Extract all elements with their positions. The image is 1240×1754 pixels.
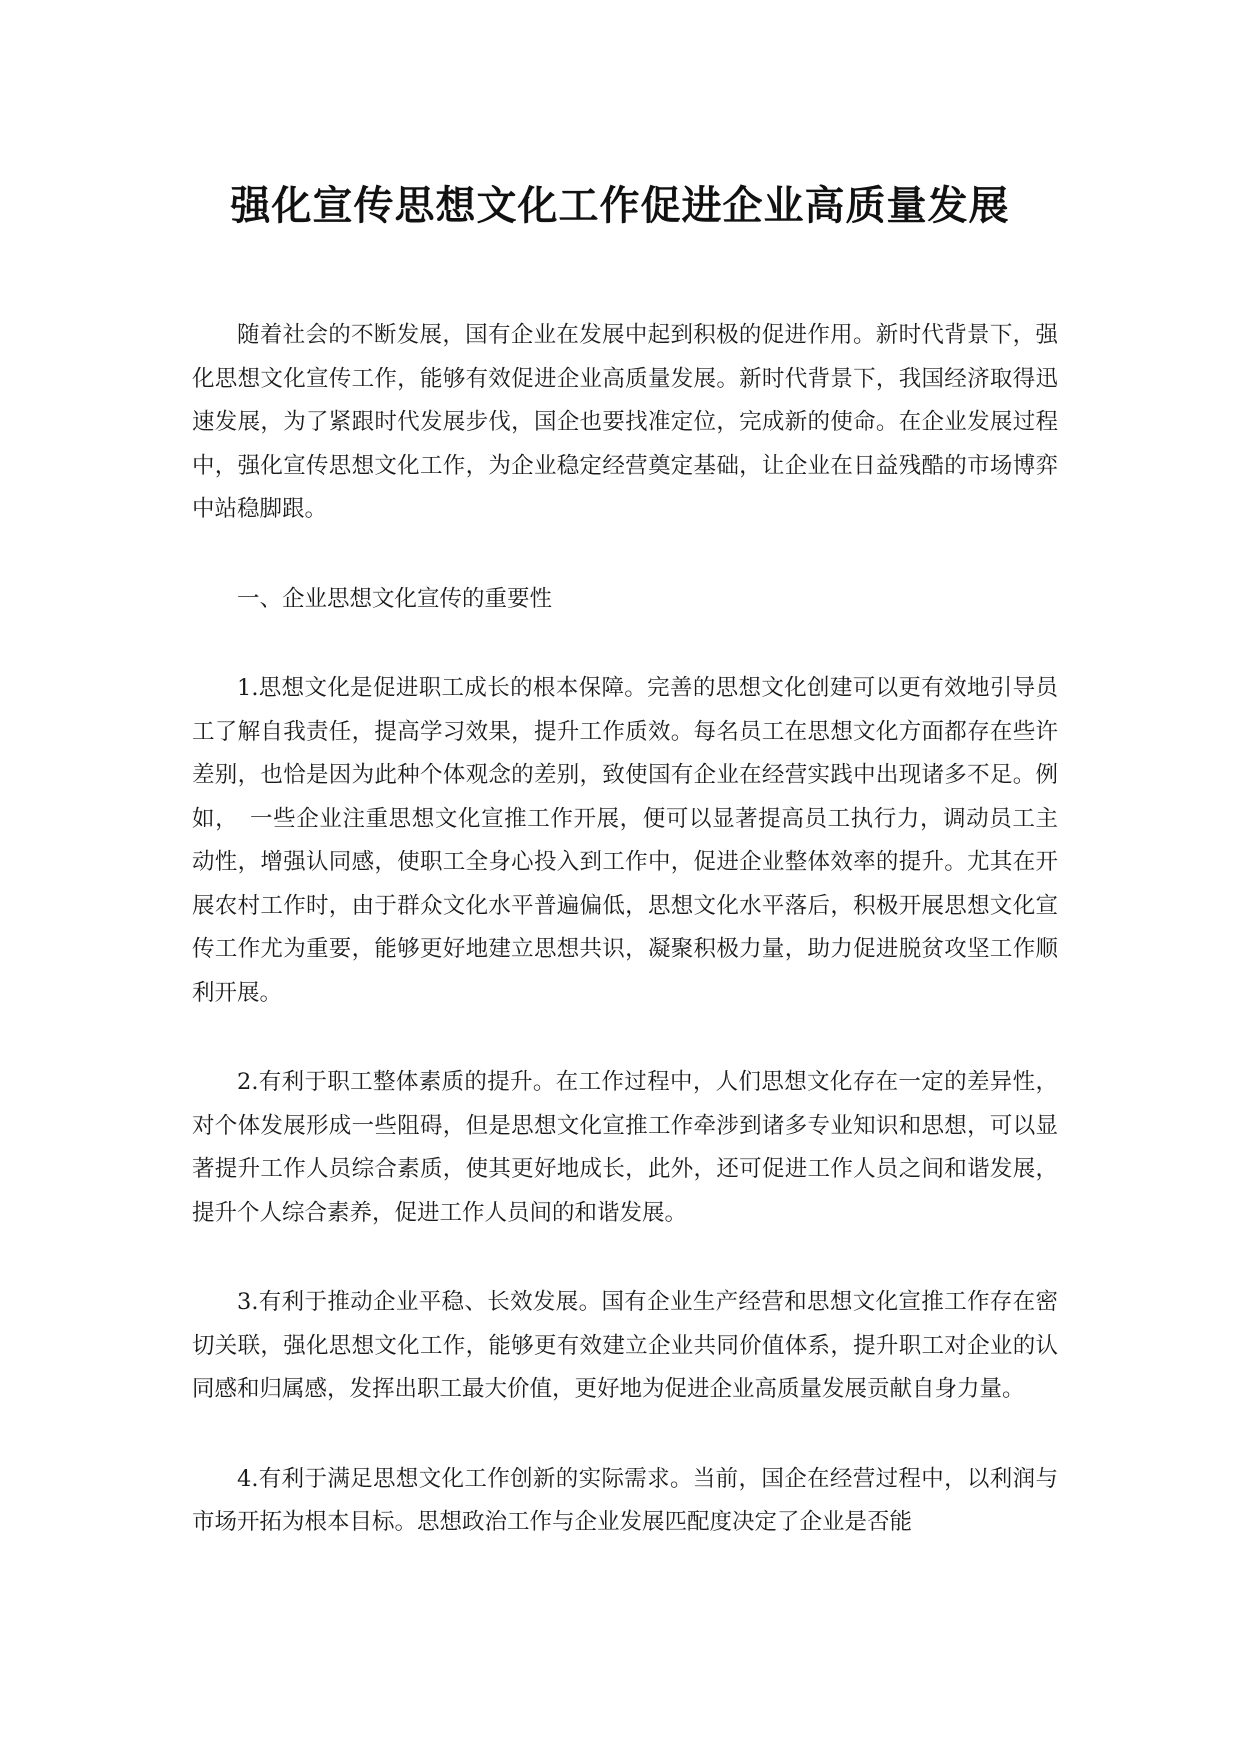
point-paragraph-4: 4.有利于满足思想文化工作创新的实际需求。当前，国企在经营过程中，以利润与市场开拓为根本目标。思想政治工作与企业发展匹配度决定了企业是否能: [192, 1465, 1058, 1535]
point-paragraph-2: 2.有利于职工整体素质的提升。在工作过程中，人们思想文化存在一定的差异性，对个体发展形成一些阻碍，但是思想文化宣推工作牵涉到诸多专业知识和思想，可以显著提升工作人员综合素质，使其更好地成长，此外，还可促进工作人员之间和谐发展，提升个人综合素养，促进工作人员间的和谐发展。: [192, 1069, 1058, 1226]
document-title: 强化宣传思想文化工作促进企业高质量发展: [230, 183, 1010, 229]
point-paragraph-3: 3.有利于推动企业平稳、长效发展。国有企业生产经营和思想文化宣推工作存在密切关联，强化思想文化工作，能够更有效建立企业共同价值体系，提升职工对企业的认同感和归属感，发挥出职工最大价值，更好地为促进企业高质量发展贡献自身力量。: [192, 1289, 1058, 1402]
spacer: [192, 1015, 1058, 1061]
document-body: [192, 314, 1058, 1545]
section-heading: 一、企业思想文化宣传的重要性: [237, 585, 553, 612]
spacer: [192, 1412, 1058, 1458]
point-paragraph-1: 1.思想文化是促进职工成长的根本保障。完善的思想文化创建可以更有效地引导员工了解自我责任，提高学习效果，提升工作质效。每名员工在思想文化方面都存在些许差别，也恰是因为此种个体观念的差别，致使国有企业在经营实践中出现诸多不足。例如， 一些企业注重思想文化宣推工作开展，便可以显著提高员工执行力，调动员工主动性，增强认同感，使职工全身心投入到工作中，促进企业整体效率的提升。尤其在开展农村工作时，由于群众文化水平普遍偏低，思想文化水平落后，积极开展思想文化宣传工作尤为重要，能够更好地建立思想共识，凝聚积极力量，助力促进脱贫攻坚工作顺利开展。: [192, 675, 1058, 1006]
spacer: [192, 1235, 1058, 1281]
intro-paragraph: 随着社会的不断发展，国有企业在发展中起到积极的促进作用。新时代背景下，强化思想文化宣传工作，能够有效促进企业高质量发展。新时代背景下，我国经济取得迅速发展，为了紧跟时代发展步伐，国企也要找准定位，完成新的使命。在企业发展过程中，强化宣传思想文化工作，为企业稳定经营奠定基础，让企业在日益残酷的市场博弈中站稳脚跟。: [192, 322, 1058, 522]
spacer: [192, 621, 1058, 667]
spacer: [192, 532, 1058, 578]
